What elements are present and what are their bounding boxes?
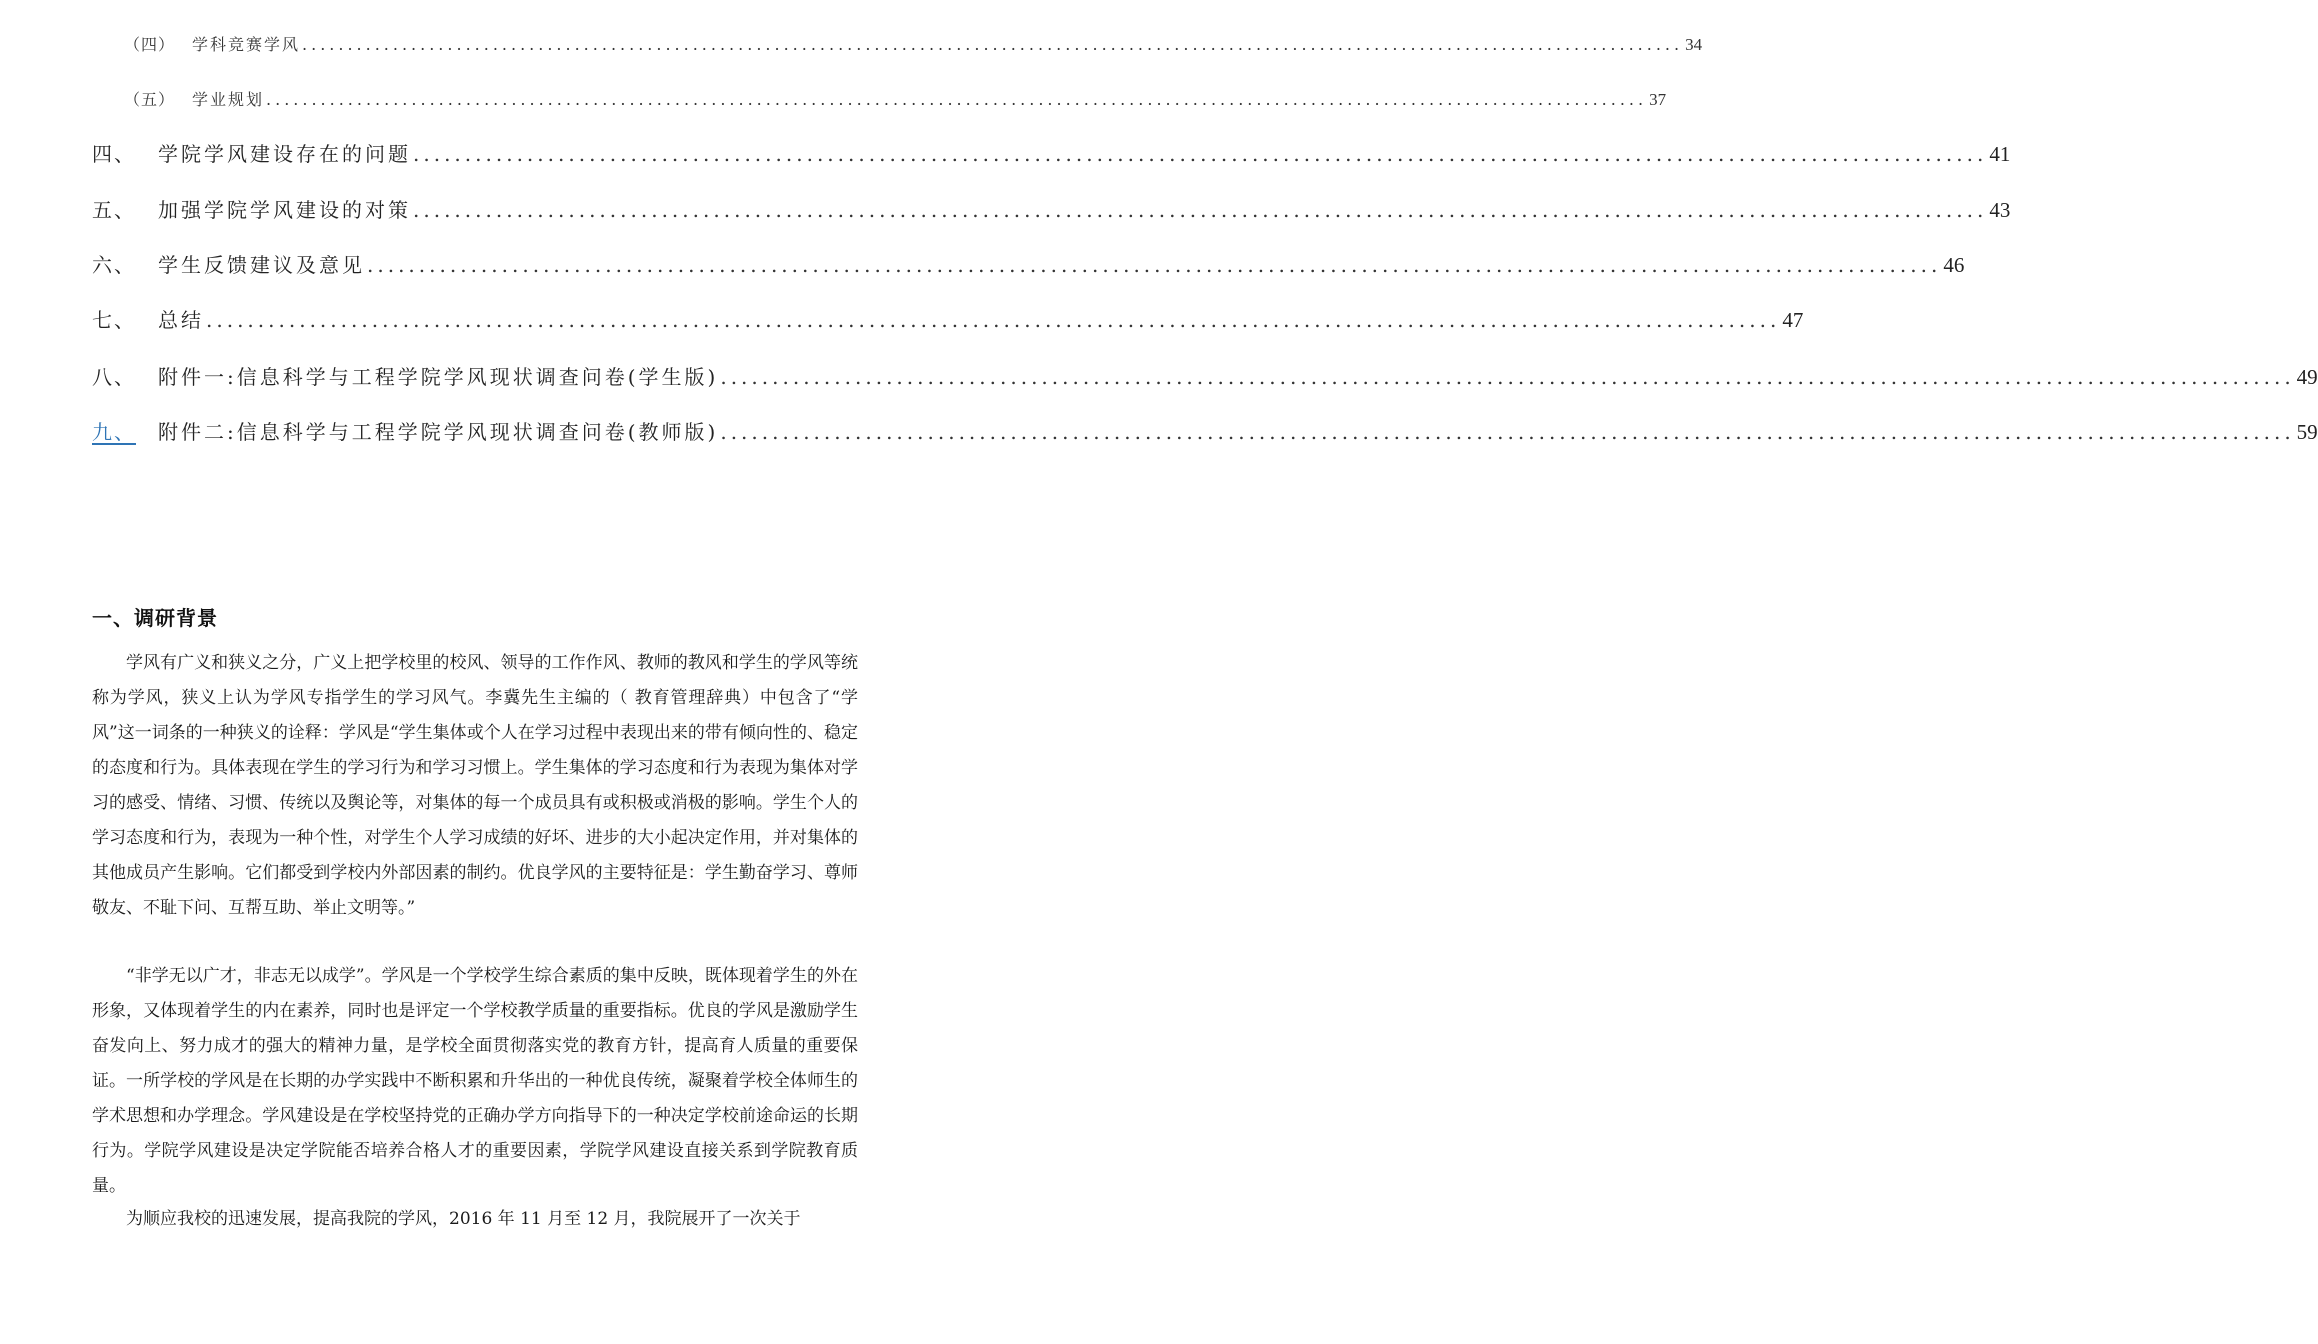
toc-entry-section-4[interactable] bbox=[0, 137, 2011, 167]
toc-entry-page: 41 bbox=[1989, 141, 2011, 166]
toc-entry-page: 37 bbox=[1649, 89, 1667, 109]
toc-entry-number: （四） bbox=[124, 34, 176, 54]
body-paragraph: 为顺应我校的迅速发展，提高我院的学风，2016 年 11 月至 12 月，我院展开了一次关于 bbox=[126, 1209, 801, 1229]
toc-entry-number: 七、 bbox=[92, 307, 136, 332]
toc-entry-section-6[interactable] bbox=[0, 248, 1965, 278]
toc-dot-leader: ........................................................................................................................................................ bbox=[720, 364, 2295, 389]
toc-entry-number: （五） bbox=[124, 89, 176, 109]
toc-entry-page: 47 bbox=[1782, 307, 1804, 332]
toc-entry-title: 学业规划 bbox=[192, 89, 265, 109]
toc-entry-number: 四、 bbox=[92, 141, 136, 166]
toc-entry-body bbox=[192, 87, 1667, 110]
toc-entry-title: 学院学风建设存在的问题 bbox=[158, 141, 411, 166]
toc-entry-body bbox=[158, 194, 2011, 223]
body-paragraph: 学风有广义和狭义之分，广义上把学校里的校风、领导的工作作风、教师的教风和学生的学风等统称为学风，狭义上认为学风专指学生的学习风气。李冀先生主编的（ 教育管理辞典）中包含了“学风”这一词条的一种狭义的诠释：学风是“学生集体或个人在学习过程中表现出来的带有倾向性的、稳定的态度和行为。具体表现在学生的学习行为和学习习惯上。学生集体的学习态度和行为表现为集体对学习的感受、情绪、习惯、传统以及舆论等，对集体的每一个成员具有或积极或消极的影响。学生个人的学习态度和行为，表现为一种个性，对学生个人学习成绩的好坏、进步的大小起决定作用，并对集体的其他成员产生影响。它们都受到学校内外部因素的制约。优良学风的主要特征是：学生勤奋学习、尊师敬友、不耻下问、互帮互助、举止文明等。” bbox=[92, 653, 858, 918]
toc-dot-leader: ........................................................................................................................................................ bbox=[302, 34, 1684, 54]
toc-entry-body bbox=[158, 361, 2318, 390]
toc-entry-title: 学科竞赛学风 bbox=[192, 34, 301, 54]
toc-entry-section-5[interactable] bbox=[0, 193, 2011, 223]
toc-entry-title: 附件二:信息科学与工程学院学风现状调查问卷(教师版) bbox=[158, 419, 719, 444]
toc-entry-4-sub[interactable] bbox=[0, 28, 1703, 58]
toc-entry-number-link[interactable]: 九、 bbox=[92, 419, 136, 444]
toc-entry-page: 59 bbox=[2296, 419, 2318, 444]
toc-dot-leader: ........................................................................................................................................................ bbox=[720, 419, 2295, 444]
toc-dot-leader: ........................................................................................................................................................ bbox=[367, 252, 1942, 277]
toc-entry-body bbox=[192, 32, 1703, 55]
toc-entry-section-8[interactable] bbox=[0, 360, 2318, 390]
toc-dot-leader: ........................................................................................................................................................ bbox=[206, 307, 1781, 332]
toc-entry-title: 总结 bbox=[158, 307, 204, 332]
section-heading: 一、调研背景 bbox=[92, 606, 218, 630]
toc-dot-leader: ........................................................................................................................................................ bbox=[413, 197, 1988, 222]
toc-entry-section-9[interactable] bbox=[0, 415, 2318, 445]
toc-entry-5-sub[interactable] bbox=[0, 83, 1667, 113]
toc-entry-page: 49 bbox=[2296, 364, 2318, 389]
toc-entry-section-7[interactable] bbox=[0, 303, 1804, 333]
toc-entry-body bbox=[158, 249, 1965, 278]
toc-entry-number: 五、 bbox=[92, 197, 136, 222]
toc-entry-body bbox=[158, 304, 1804, 333]
toc-entry-body bbox=[158, 416, 2318, 445]
toc-entry-number: 六、 bbox=[92, 252, 136, 277]
toc-entry-page: 46 bbox=[1943, 252, 1965, 277]
toc-entry-title: 学生反馈建议及意见 bbox=[158, 252, 365, 277]
toc-entry-title: 加强学院学风建设的对策 bbox=[158, 197, 411, 222]
body-paragraph: “非学无以广才，非志无以成学”。学风是一个学校学生综合素质的集中反映，既体现着学生的外在形象，又体现着学生的内在素养，同时也是评定一个学校教学质量的重要指标。优良的学风是激励学生奋发向上、努力成才的强大的精神力量，是学校全面贯彻落实党的教育方针，提高育人质量的重要保证。一所学校的学风是在长期的办学实践中不断积累和升华出的一种优良传统，凝聚着学校全体师生的学术思想和办学理念。学风建设是在学校坚持党的正确办学方向指导下的一种决定学校前途命运的长期行为。学院学风建设是决定学院能否培养合格人才的重要因素，学院学风建设直接关系到学院教育质量。 bbox=[92, 966, 858, 1196]
toc-entry-page: 43 bbox=[1989, 197, 2011, 222]
toc-dot-leader: ........................................................................................................................................................ bbox=[413, 141, 1988, 166]
toc-dot-leader: ........................................................................................................................................................ bbox=[266, 89, 1648, 109]
toc-entry-number: 八、 bbox=[92, 364, 136, 389]
toc-entry-title: 附件一:信息科学与工程学院学风现状调查问卷(学生版) bbox=[158, 364, 719, 389]
toc-entry-body bbox=[158, 138, 2011, 167]
toc-entry-page: 34 bbox=[1685, 34, 1703, 54]
